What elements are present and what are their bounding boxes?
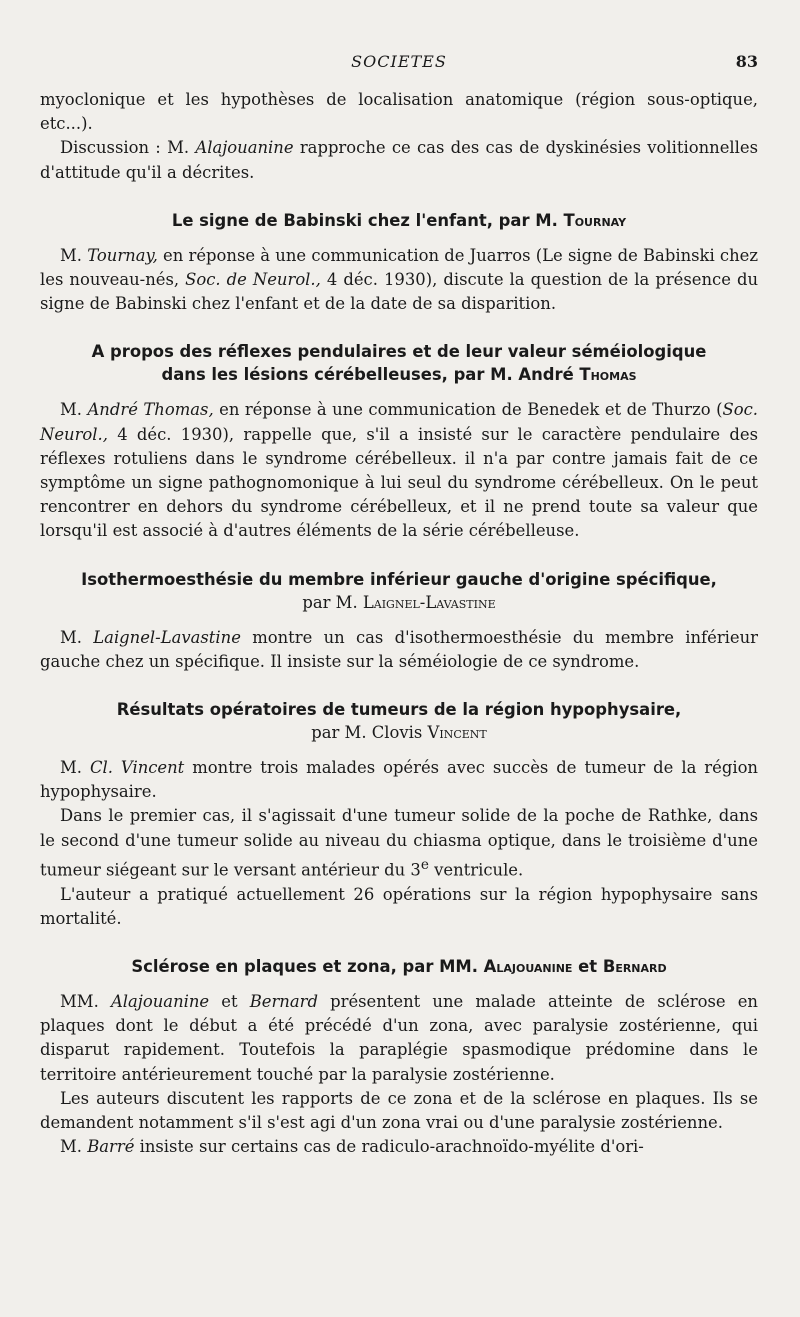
heading-text: Résultats opératoires de tumeurs de la région hypophysaire, (116, 700, 682, 720)
text-run: présentent une malade atteinte de sclérose en plaques dont le début a été précédé d'un zona, avec paralysie zostérienne, qui disparut rapidement. Toutefois la paraplégie spasmodique prédomine dans le territoire antérieurement touché par la paralysie zostérienne. (40, 991, 758, 1084)
section-heading (40, 955, 758, 978)
text-run: 4 déc. 1930), discute la question de la présence du signe de Babinski chez l'enfant et de la date de sa disparition. (40, 270, 759, 314)
person-name: Laignel-Lavastine (93, 627, 241, 647)
text-run: Dans le premier cas, il s'agissait d'une tumeur solide de la poche de Rathke, dans le second d'une tumeur solide au niveau du chiasma optique, dans le troisième d'une tumeur siégeant sur le versant antérieur du 3 (40, 806, 758, 880)
section-paragraph (40, 398, 758, 543)
section-heading (40, 698, 758, 744)
intro-paragraph-1: myoclonique et les hypothèses de localisation anatomique (région sous-optique, etc...). (40, 90, 758, 134)
person-name: Bernard (249, 991, 318, 1011)
text-run: MM. (60, 991, 111, 1011)
intro-paragraph-discussion (40, 136, 758, 184)
text-run: M. (60, 400, 88, 420)
section-heading (40, 209, 758, 232)
heading-text: par M. Clovis (311, 723, 428, 743)
section-reflexes-pendulaires (40, 340, 758, 543)
person-name: Tournay, (87, 245, 158, 265)
person-name: Alajouanine (110, 991, 210, 1011)
section-paragraph-1 (40, 990, 758, 1087)
section-heading (40, 340, 758, 386)
text-run: rapproche ce cas des cas de dyskinésies volitionnelles d'attitude qu'il a décrites. (40, 138, 758, 182)
section-paragraph-3: L'auteur a pratiqué actuellement 26 opérations sur la région hypophysaire sans mortalité. (40, 884, 758, 928)
text-run: ventricule. (428, 860, 524, 880)
section-heading (40, 568, 758, 614)
page-number: 83 (735, 52, 758, 71)
heading-text: Isothermoesthésie du membre inférieur gauche d'origine spécifique, (81, 569, 717, 589)
section-paragraph-2 (40, 804, 758, 882)
heading-byline (40, 721, 758, 744)
text-run: 4 déc. 1930), rappelle que, s'il a insisté sur le caractère pendulaire des réflexes rotuliens dans le syndrome cérébelleux. il n'a par contre jamais fait de ce symptôme un signe pathognomonique à lui seul du syndrome cérébelleux. On le peut rencontrer en dehors du syndrome cérébelleux, et il ne prend toute sa valeur que lorsqu'il est associé à d'autres éléments de la série cérébelleuse. (40, 424, 758, 541)
section-paragraph-3 (40, 1135, 758, 1159)
text-run: M. (60, 245, 88, 265)
heading-text: A propos des réflexes pendulaires et de leur valeur séméiologique (91, 342, 707, 362)
intro-block (40, 88, 758, 185)
heading-text: Le signe de Babinski chez l'enfant, par M. (171, 210, 564, 230)
author-name: Alajouanine (483, 956, 573, 976)
text-run: montre un cas d'isothermoesthésie du membre inférieur gauche chez un spécifique. Il insiste sur la séméiologie de ce syndrome. (40, 627, 758, 671)
journal-name: Soc. de Neurol., (185, 270, 321, 290)
section-isothermoesthesie (40, 568, 758, 674)
text-run: en réponse à une communication de Benedek et de Thurzo ( (213, 400, 723, 420)
superscript: e (420, 856, 429, 873)
author-name: Tournay (563, 210, 627, 230)
running-title: SOCIETES (351, 52, 447, 71)
heading-byline (40, 591, 758, 614)
running-header (40, 50, 758, 78)
heading-text: dans les lésions cérébelleuses, par M. André (161, 365, 580, 385)
text-run: Discussion : M. (60, 138, 196, 158)
author-name: Bernard (602, 956, 667, 976)
text-run: M. (60, 1137, 88, 1157)
section-paragraph-1 (40, 756, 758, 804)
section-babinski (40, 209, 758, 317)
text-run: M. (60, 758, 90, 778)
person-name: Alajouanine (195, 138, 294, 158)
person-name: Barré (87, 1137, 135, 1157)
author-name: Laignel-Lavastine (362, 592, 496, 612)
text-run: et (209, 991, 250, 1011)
section-tumeurs-hypophysaires (40, 698, 758, 931)
author-name: Thomas (579, 365, 637, 385)
journal-name: Soc. Neurol., (40, 400, 758, 444)
person-name: André Thomas, (87, 400, 214, 420)
person-name: Cl. Vincent (89, 758, 185, 778)
section-sclerose-zona (40, 955, 758, 1159)
section-paragraph (40, 244, 758, 317)
heading-text: par M. (302, 592, 363, 612)
section-paragraph (40, 626, 758, 674)
text-run: M. (60, 627, 94, 647)
text-run: montre trois malades opérés avec succès de tumeur de la région hypophysaire. (40, 758, 758, 802)
author-name: Vincent (427, 723, 487, 743)
text-run: insiste sur certains cas de radiculo-arachnoïdo-myélite d'ori- (134, 1137, 644, 1157)
heading-text: Sclérose en plaques et zona, par MM. (131, 956, 484, 976)
text-run: en réponse à une communication de Juarros (Le signe de Babinski chez les nouveau-nés, (40, 245, 759, 290)
section-paragraph-2: Les auteurs discutent les rapports de ce zona et de la sclérose en plaques. Ils se demandent notamment s'il s'est agi d'un zona vrai ou d'une paralysie zostérienne. (40, 1088, 758, 1132)
heading-text: et (572, 956, 603, 976)
